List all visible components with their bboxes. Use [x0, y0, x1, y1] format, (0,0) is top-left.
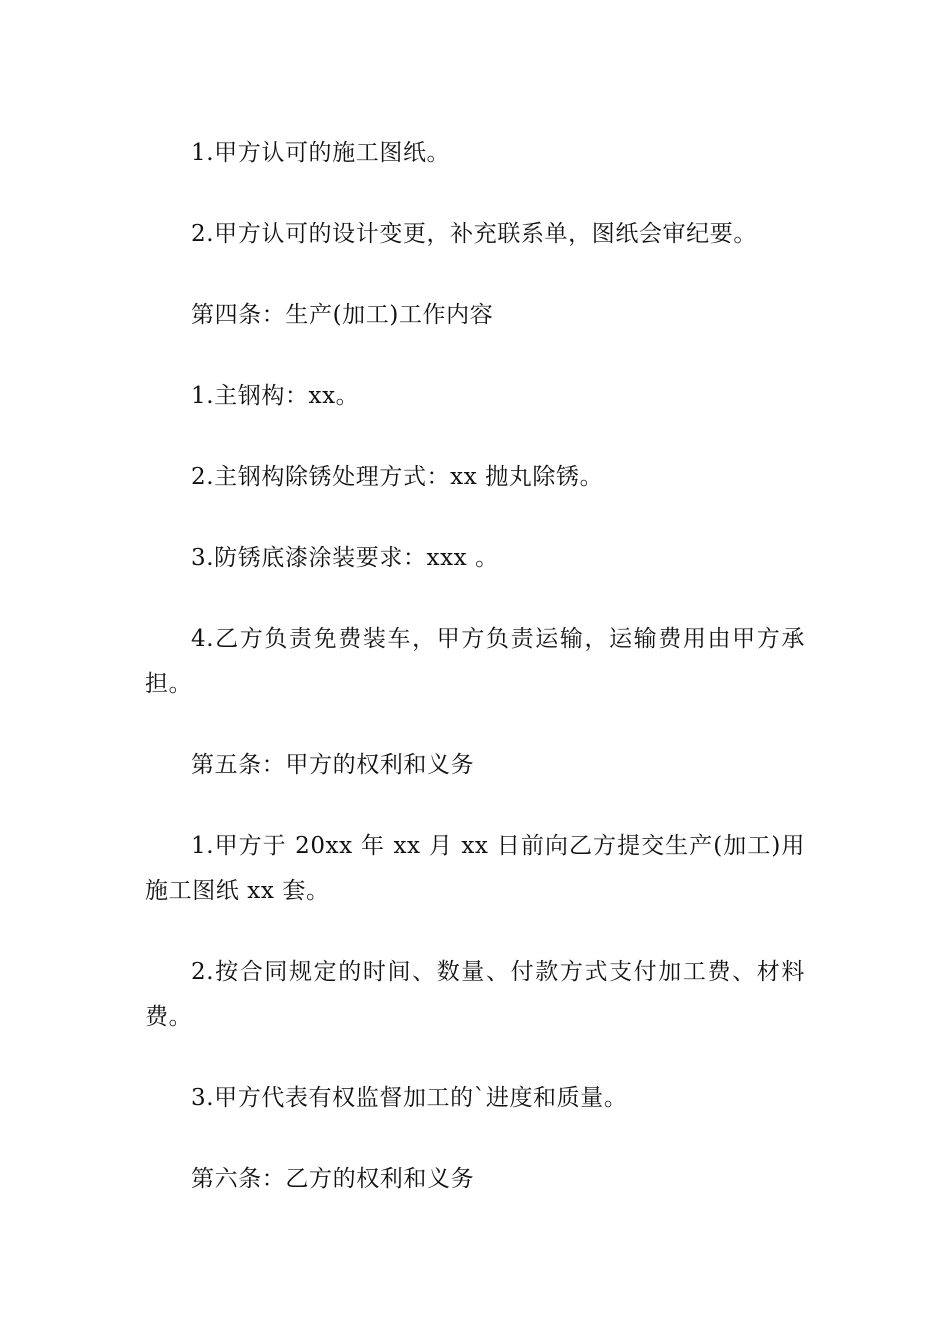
paragraph-4: 2.主钢构除锈处理方式：xx 抛丸除锈。 [191, 464, 604, 490]
document-body [145, 131, 805, 1202]
paragraph-2: 2.甲方认可的设计变更，补充联系单，图纸会审纪要。 [191, 221, 757, 247]
paragraph-3: 1.主钢构：xx。 [191, 383, 360, 409]
paragraph-5: 3.防锈底漆涂装要求：xxx 。 [191, 545, 499, 571]
section-heading-5: 第五条：甲方的权利和义务 [191, 752, 475, 778]
paragraph-8: 2.按合同规定的时间、数量、付款方式支付加工费、材料费。 [145, 959, 805, 1030]
paragraph-9: 3.甲方代表有权监督加工的`进度和质量。 [191, 1085, 628, 1111]
paragraph-1: 1.甲方认可的施工图纸。 [191, 140, 451, 166]
section-heading-6: 第六条：乙方的权利和义务 [191, 1166, 475, 1192]
section-heading-4: 第四条：生产(加工)工作内容 [191, 302, 494, 328]
paragraph-6: 4.乙方负责免费装车，甲方负责运输，运输费用由甲方承担。 [145, 626, 805, 697]
paragraph-7: 1.甲方于 20xx 年 xx 月 xx 日前向乙方提交生产(加工)用施工图纸 xx 套。 [145, 833, 805, 904]
